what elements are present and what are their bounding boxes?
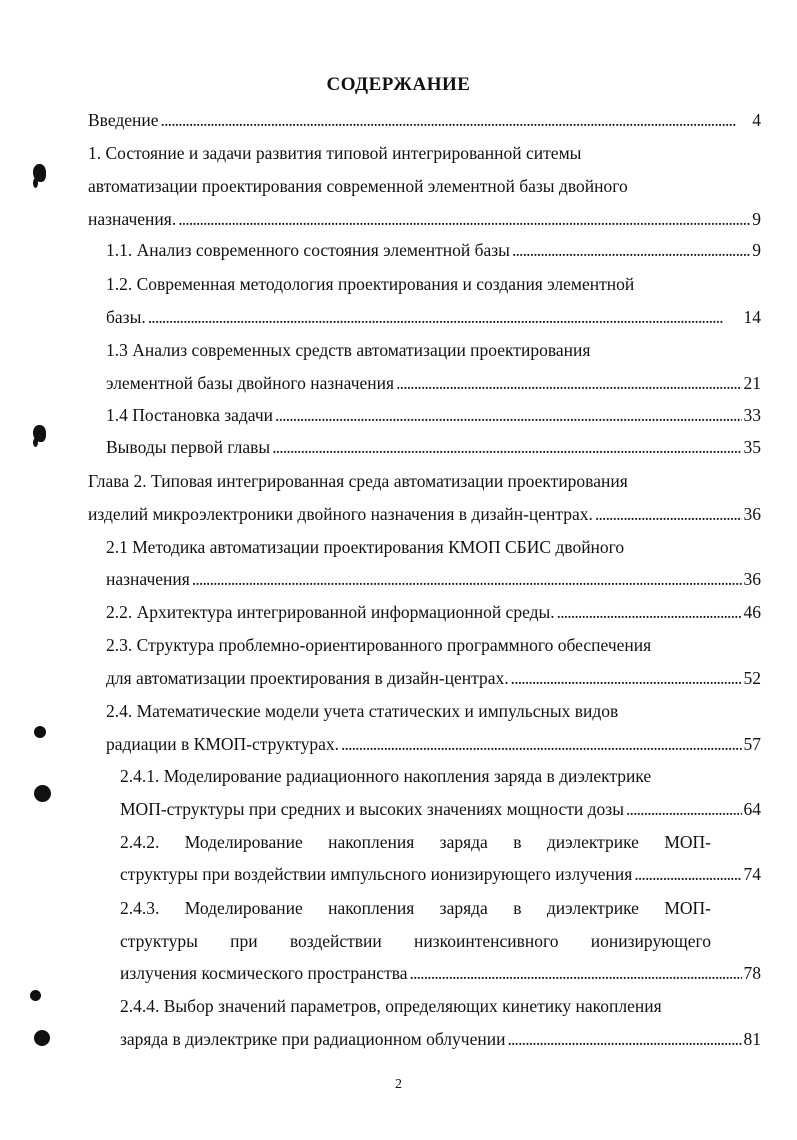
toc-entry-text: 2.4.1. Моделирование радиационного накопления заряда в диэлектрике [120, 766, 652, 786]
toc-entry[interactable] [106, 600, 761, 624]
toc-entry[interactable] [120, 830, 711, 854]
toc-entry-page: 52 [743, 668, 761, 688]
toc-entry[interactable] [106, 272, 761, 296]
toc-entry-text: Глава 2. Типовая интегрированная среда автоматизации проектирования [88, 471, 628, 491]
toc-entry[interactable] [120, 797, 761, 821]
scan-mark [33, 438, 38, 447]
toc-entry[interactable] [106, 338, 761, 362]
toc-entry-text: назначения. [88, 209, 177, 229]
dot-leader [178, 207, 750, 231]
toc-entry[interactable] [106, 435, 761, 459]
toc-entry[interactable] [88, 207, 761, 231]
toc-entry-text: изделий микроэлектроники двойного назначения в дизайн-центрах. [88, 504, 593, 524]
dot-leader [634, 862, 741, 886]
toc-entry-page: 9 [752, 209, 761, 229]
dot-leader [626, 797, 742, 821]
toc-entry-text: 2.1 Методика автоматизации проектирования КМОП СБИС двойного [106, 537, 625, 557]
toc-entry-text: радиации в КМОП-структурах. [106, 734, 339, 754]
toc-entry-text: структуры при воздействии импульсного ионизирующего излучения [120, 864, 633, 884]
toc-entry-page: 33 [743, 405, 761, 425]
dot-leader [161, 108, 751, 132]
toc-entry-text: 1.3 Анализ современных средств автоматизации проектирования [106, 340, 591, 360]
toc-entry[interactable] [106, 633, 761, 657]
toc-entry-text: 1. Состояние и задачи развития типовой интегрированной ситемы [88, 143, 582, 163]
page-number: 2 [395, 1077, 402, 1092]
toc-entry[interactable] [106, 567, 761, 591]
scan-mark [30, 990, 41, 1001]
toc-entry-text: для автоматизации проектирования в дизайн-центрах. [106, 668, 509, 688]
toc-entry-page: 35 [743, 437, 761, 457]
toc-entry-text: назначения [106, 569, 190, 589]
toc-entry-text: 2.4.3. Моделирование накопления заряда в диэлектрике МОП- [120, 898, 711, 918]
toc-entry-text: 2.3. Структура проблемно-ориентированного программного обеспечения [106, 635, 652, 655]
toc-entry-text: Введение [88, 110, 159, 130]
toc-entry-text: 2.4.2. Моделирование накопления заряда в диэлектрике МОП- [120, 832, 711, 852]
scan-mark [34, 1030, 50, 1046]
toc-entry[interactable] [88, 141, 761, 165]
dot-leader [595, 502, 742, 526]
toc-entry-page: 64 [743, 799, 761, 819]
dot-leader [275, 403, 741, 427]
toc-entry[interactable] [106, 732, 761, 756]
toc-entry-text: Выводы первой главы [106, 437, 271, 457]
dot-leader [507, 1027, 741, 1051]
toc-entry[interactable] [106, 666, 761, 690]
toc-entry-text: 2.4. Математические модели учета статических и импульсных видов [106, 701, 619, 721]
scan-mark [34, 785, 51, 802]
toc-entry-text: 2.2. Архитектура интегрированной информационной среды. [106, 602, 555, 622]
toc-entry[interactable] [120, 1027, 761, 1051]
dot-leader [557, 600, 742, 624]
dot-leader [341, 732, 742, 756]
toc-entry[interactable] [106, 305, 761, 329]
toc-entry[interactable] [88, 108, 761, 132]
toc-entry[interactable] [120, 896, 711, 920]
dot-leader [272, 435, 741, 459]
toc-entry[interactable] [88, 502, 761, 526]
toc-entry-page: 36 [743, 504, 761, 524]
toc-entry-text: структуры при воздействии низкоинтенсивного ионизирующего [120, 931, 711, 951]
toc-entry[interactable] [106, 371, 761, 395]
toc-entry-page: 4 [752, 110, 761, 130]
toc-entry-page: 14 [743, 307, 761, 327]
toc-entry[interactable] [106, 699, 761, 723]
dot-leader [192, 567, 742, 591]
toc-entry[interactable] [88, 469, 761, 493]
dot-leader [148, 305, 742, 329]
dot-leader [396, 371, 741, 395]
toc-entry[interactable] [120, 862, 761, 886]
toc-entry-page: 9 [752, 240, 761, 260]
toc-entry-text: базы. [106, 307, 146, 327]
toc-entry-text: 2.4.4. Выбор значений параметров, определяющих кинетику накопления [120, 996, 662, 1016]
toc-entry[interactable] [120, 929, 711, 953]
toc-entry-text: излучения космического пространства [120, 963, 408, 983]
toc-entry-page: 46 [743, 602, 761, 622]
toc-entry[interactable] [106, 535, 761, 559]
toc-entry-page: 21 [743, 373, 761, 393]
dot-leader [511, 666, 742, 690]
scan-mark [33, 178, 38, 188]
toc-entry-page: 57 [743, 734, 761, 754]
toc-entry[interactable] [88, 174, 761, 198]
dot-leader [512, 238, 750, 262]
toc-entry[interactable] [106, 403, 761, 427]
toc-entry-page: 36 [743, 569, 761, 589]
toc-entry-text: заряда в диэлектрике при радиационном облучении [120, 1029, 506, 1049]
toc-entry-page: 81 [743, 1029, 761, 1049]
page-title: СОДЕРЖАНИЕ [326, 74, 471, 95]
toc-entry[interactable] [120, 961, 761, 985]
scan-mark [34, 726, 46, 738]
toc-entry[interactable] [120, 994, 761, 1018]
toc-entry-text: МОП-структуры при средних и высоких значениях мощности дозы [120, 799, 624, 819]
toc-entry[interactable] [120, 764, 761, 788]
toc-entry-page: 74 [743, 864, 761, 884]
toc-entry-text: автоматизации проектирования современной элементной базы двойного [88, 176, 628, 196]
toc-entry-text: 1.2. Современная методология проектирования и создания элементной [106, 274, 635, 294]
toc-entry-text: 1.1. Анализ современного состояния элементной базы [106, 240, 510, 260]
toc-entry-page: 78 [743, 963, 761, 983]
toc-entry[interactable] [106, 238, 761, 262]
dot-leader [410, 961, 742, 985]
toc-entry-text: элементной базы двойного назначения [106, 373, 395, 393]
toc-entry-text: 1.4 Постановка задачи [106, 405, 274, 425]
